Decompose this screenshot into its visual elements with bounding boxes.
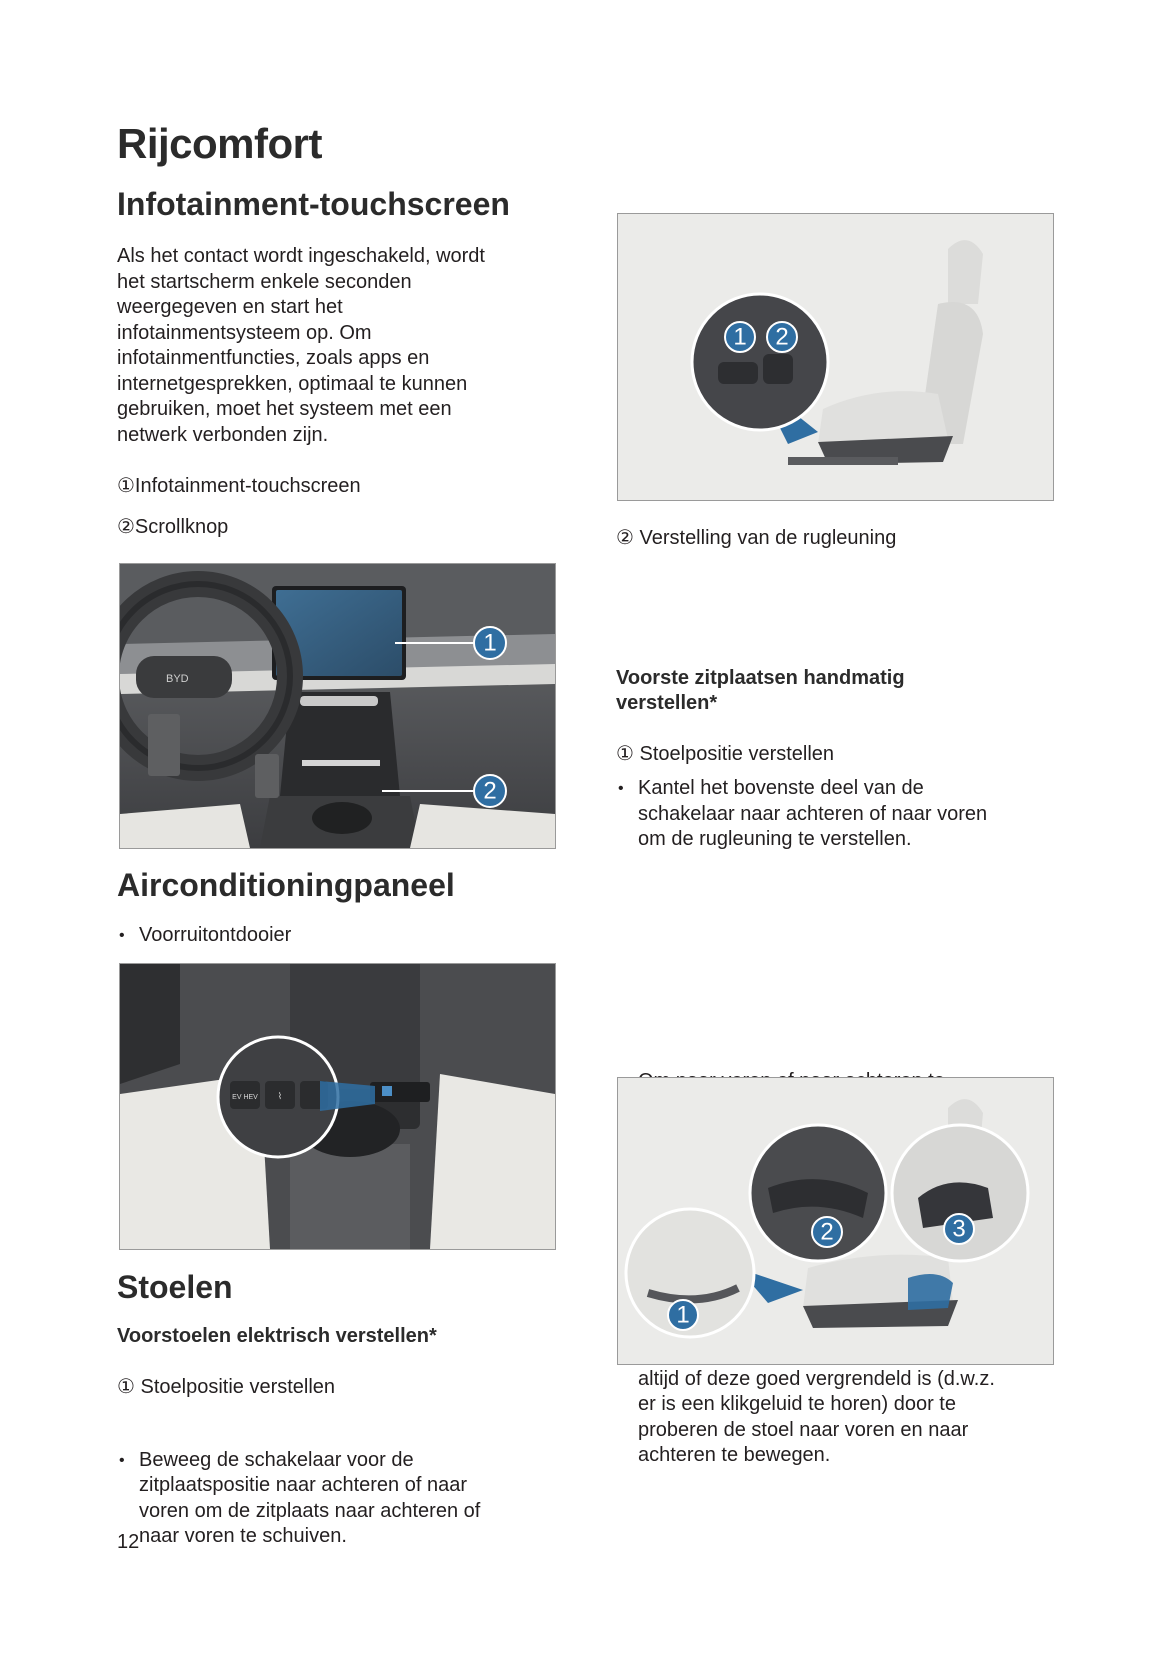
page-number: 12 xyxy=(117,1531,140,1553)
bullet-line: er is een klikgeluid te horen) door te xyxy=(638,1393,956,1415)
manual-seat-illustration xyxy=(618,1078,1053,1364)
steering-logo: BYD xyxy=(166,673,189,685)
body-line: infotainmentsysteem op. Om xyxy=(117,321,372,344)
electric-seat-illustration xyxy=(618,214,1053,500)
electric-seat-figure xyxy=(617,213,1054,501)
callout-2-label: 2 xyxy=(775,323,789,351)
aircon-illustration xyxy=(120,964,555,1249)
bullet-line: altijd of deze goed vergrendeld is (d.w.z. xyxy=(638,1367,995,1390)
body-line: gebruiken, moet het systeem met een xyxy=(117,398,452,420)
manual-legend-1: ① Stoelpositie verstellen xyxy=(616,743,835,765)
body-line: Als het contact wordt ingeschakeld, wordt xyxy=(117,245,485,267)
bullet-line: zitplaatspositie naar achteren of naar xyxy=(139,1474,467,1496)
aircon-bullet xyxy=(117,923,579,949)
callout-1-label: 1 xyxy=(483,629,497,657)
body-line: netwerk verbonden zijn. xyxy=(117,423,329,446)
bullet-line: proberen de stoel naar voren en naar xyxy=(638,1418,969,1441)
seats-subheading: Voorstoelen elektrisch verstellen* xyxy=(117,1325,437,1347)
legend-scroll-knob: ②Scrollknop xyxy=(117,516,229,538)
bullet-line: schakelaar naar achteren of naar voren xyxy=(638,802,988,825)
infotainment-body xyxy=(117,244,557,448)
bullet-dot: • xyxy=(119,1451,125,1469)
callout-3-label: 3 xyxy=(952,1215,966,1243)
bullet-dot: • xyxy=(618,780,624,797)
ev-hev-button-label: EV HEV xyxy=(232,1094,258,1101)
bullet-line: Beweeg de schakelaar voor de xyxy=(139,1448,414,1471)
bullet-dot: • xyxy=(119,927,125,944)
bullet-line: om de rugleuning te verstellen. xyxy=(638,828,912,850)
body-line: het startscherm enkele seconden xyxy=(117,270,412,293)
bullet-line: naar voren te schuiven. xyxy=(139,1525,347,1547)
manual-seat-figure xyxy=(617,1077,1054,1365)
body-line: internetgesprekken, optimaal te kunnen xyxy=(117,372,468,395)
page-title: Rijcomfort xyxy=(117,120,322,167)
backrest-legend: ② Verstelling van de rugleuning xyxy=(616,527,897,549)
dashboard-illustration xyxy=(120,564,555,848)
aircon-heading: Airconditioningpaneel xyxy=(117,867,455,903)
bullet-text: Voorruitontdooier xyxy=(139,924,292,946)
defrost-button-label: ⌇ xyxy=(277,1091,283,1101)
callout-1-label: 1 xyxy=(676,1301,690,1329)
manual-heading-line: verstellen* xyxy=(616,692,718,714)
bullet-line: voren om de zitplaats naar achteren of xyxy=(139,1499,481,1522)
legend-touchscreen: ①Infotainment-touchscreen xyxy=(117,475,361,497)
body-line: weergegeven en start het xyxy=(117,296,343,318)
callout-2-label: 2 xyxy=(483,777,497,805)
seats-heading: Stoelen xyxy=(117,1269,233,1305)
dashboard-figure xyxy=(119,563,556,849)
seats-legend-1: ① Stoelpositie verstellen xyxy=(117,1376,336,1398)
bullet-line: achteren te bewegen. xyxy=(638,1444,831,1466)
backrest-bullet xyxy=(616,776,1078,853)
callout-1-label: 1 xyxy=(733,323,747,351)
manual-heading-line: Voorste zitplaatsen handmatig xyxy=(616,667,905,689)
body-line: infotainmentfuncties, zoals apps en xyxy=(117,347,430,369)
aircon-figure xyxy=(119,963,556,1250)
infotainment-heading: Infotainment-touchscreen xyxy=(117,186,510,222)
manual-heading xyxy=(616,666,905,716)
callout-2-label: 2 xyxy=(820,1218,834,1246)
seats-bullet-1 xyxy=(117,1448,579,1550)
bullet-line: Kantel het bovenste deel van de xyxy=(638,777,924,799)
